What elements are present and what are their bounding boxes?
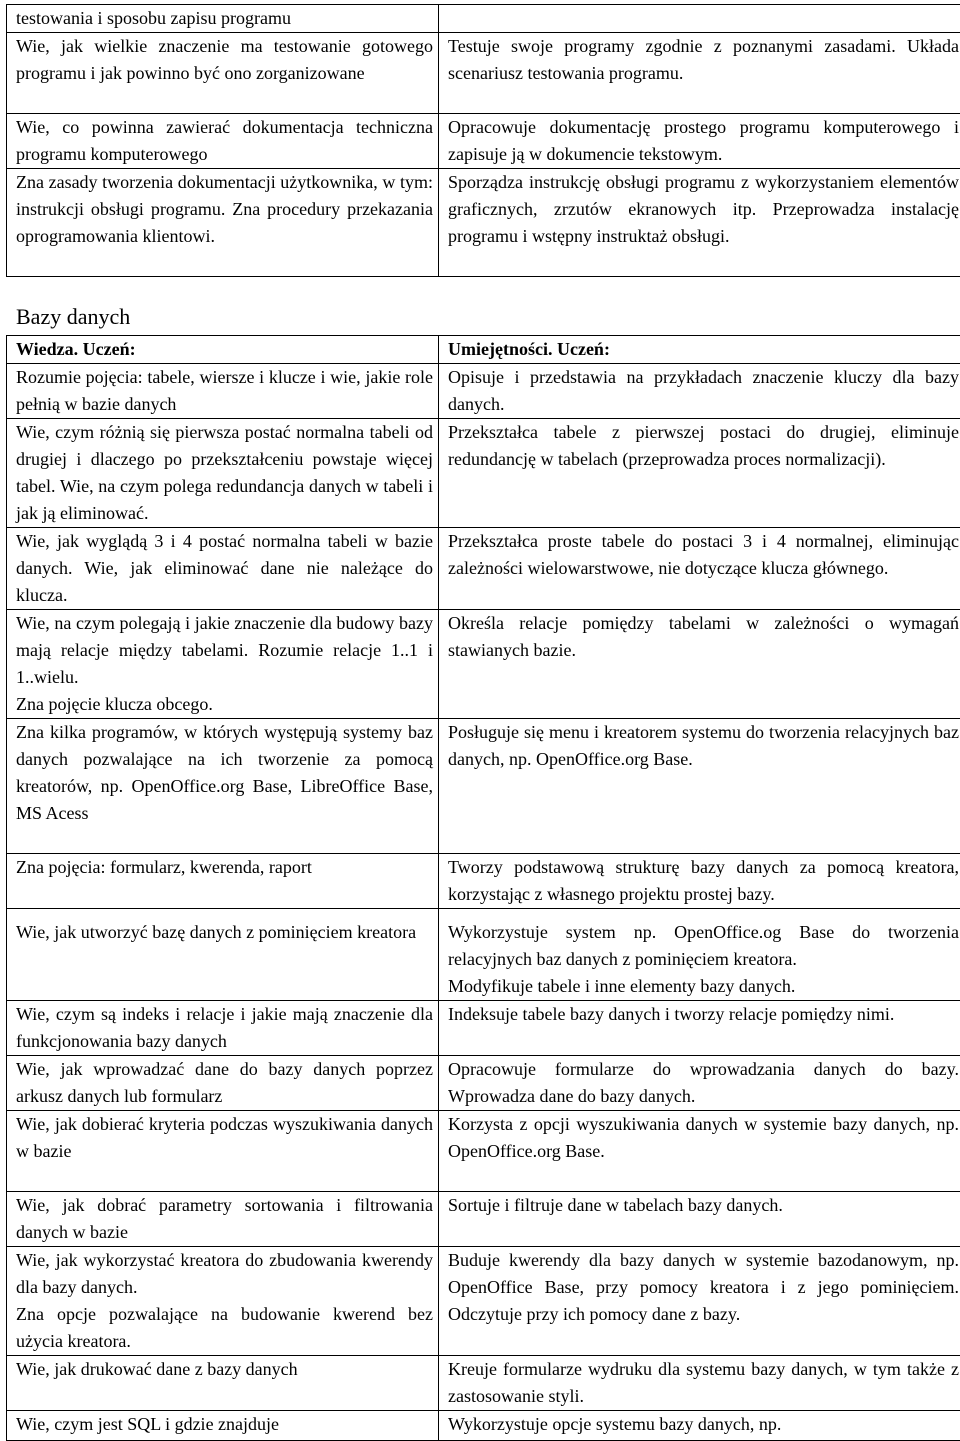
knowledge-cell [7, 419, 439, 528]
table-row [7, 114, 960, 169]
cell-text: Modyfikuje tabele i inne elementy bazy danych. [448, 973, 959, 1000]
table-row [7, 5, 960, 33]
table-row [7, 1247, 960, 1356]
cell-text: Opisuje i przedstawia na przykładach znaczenie kluczy dla bazy danych. [448, 364, 959, 418]
cell-text: Wie, na czym polegają i jakie znaczenie dla budowy bazy mają relacje między tabelami. Rozumie relacje 1..1 i 1..wielu. [16, 610, 433, 691]
skill-cell [439, 610, 960, 719]
skill-cell [439, 33, 960, 114]
table-row [7, 1056, 960, 1111]
cell-text: Wie, jak utworzyć bazę danych z pominięciem kreatora [16, 919, 433, 946]
knowledge-cell [7, 1247, 439, 1356]
cell-text: Opracowuje dokumentację prostego programu komputerowego i zapisuje ją w dokumencie tekstowym. [448, 114, 959, 168]
header-row [7, 336, 960, 364]
cell-text: Buduje kwerendy dla bazy danych w systemie bazodanowym, np. OpenOffice Base, przy pomocy kreatora i z jego pominięciem. Odczytuje przy ich pomocy dane z bazy. [448, 1247, 959, 1328]
knowledge-cell [7, 364, 439, 419]
cell-text: Sporządza instrukcję obsługi programu z wykorzystaniem elementów graficznych, zrzutów ekranowych itp. Przeprowadza instalację programu i wstępny instruktaż obsługi. [448, 169, 959, 250]
cell-text: Sortuje i filtruje dane w tabelach bazy danych. [448, 1192, 959, 1219]
cell-text: Wie, jak wykorzystać kreatora do zbudowania kwerendy dla bazy danych. [16, 1247, 433, 1301]
table-row [7, 419, 960, 528]
skills-table [6, 335, 960, 1441]
header-knowledge: Wiedza. Uczeń: [7, 336, 439, 364]
knowledge-cell [7, 610, 439, 719]
cell-text: Określa relacje pomiędzy tabelami w zależności o wymagań stawianych bazie. [448, 610, 959, 664]
cell-text: Zna kilka programów, w których występują systemy baz danych pozwalające na ich tworzenie za pomocą kreatorów, np. OpenOffice.org Base, LibreOffice Base, MS Acess [16, 719, 433, 827]
skill-cell [439, 1356, 960, 1411]
knowledge-cell [7, 5, 439, 33]
table-row [7, 1192, 960, 1247]
knowledge-cell [7, 33, 439, 114]
cell-text: Zna pojęcie klucza obcego. [16, 691, 433, 718]
cell-text: Posługuje się menu i kreatorem systemu do tworzenia relacyjnych baz danych, np. OpenOffice.org Base. [448, 719, 959, 773]
skill-cell [439, 1247, 960, 1356]
table-row [7, 909, 960, 1001]
knowledge-cell [7, 1411, 439, 1441]
skill-cell [439, 169, 960, 277]
table-row [7, 364, 960, 419]
skill-cell [439, 1056, 960, 1111]
skill-cell [439, 719, 960, 854]
skill-cell [439, 364, 960, 419]
skill-cell [439, 528, 960, 610]
top-table [6, 4, 960, 277]
skill-cell [439, 114, 960, 169]
table-row [7, 854, 960, 909]
cell-text: Zna zasady tworzenia dokumentacji użytkownika, w tym: instrukcji obsługi programu. Zna procedury przekazania oprogramowania klientowi. [16, 169, 433, 250]
knowledge-cell [7, 854, 439, 909]
table-row [7, 610, 960, 719]
knowledge-cell [7, 1056, 439, 1111]
cell-text: Wie, jak drukować dane z bazy danych [16, 1356, 433, 1383]
skill-cell [439, 419, 960, 528]
cell-text: Wie, czym są indeks i relacje i jakie mają znaczenie dla funkcjonowania bazy danych [16, 1001, 433, 1055]
knowledge-cell [7, 719, 439, 854]
knowledge-cell [7, 169, 439, 277]
section-title: Bazy danych [16, 303, 130, 331]
cell-text: Korzysta z opcji wyszukiwania danych w systemie bazy danych, np. OpenOffice.org Base. [448, 1111, 959, 1165]
cell-text: Wie, jak wyglądą 3 i 4 postać normalna tabeli w bazie danych. Wie, jak eliminować dane nie należące do klucza. [16, 528, 433, 609]
table-row [7, 528, 960, 610]
skill-cell [439, 1411, 960, 1441]
cell-text: Przekształca tabele z pierwszej postaci do drugiej, eliminuje redundancję w tabelach (przeprowadza proces normalizacji). [448, 419, 959, 473]
cell-text: Wie, co powinna zawierać dokumentacja techniczna programu komputerowego [16, 114, 433, 168]
cell-text: Wie, jak wprowadzać dane do bazy danych poprzez arkusz danych lub formularz [16, 1056, 433, 1110]
skill-cell [439, 854, 960, 909]
skill-cell [439, 1111, 960, 1192]
skill-cell [439, 1192, 960, 1247]
cell-text: Wie, czym jest SQL i gdzie znajduje [16, 1411, 433, 1438]
cell-text: Zna pojęcia: formularz, kwerenda, raport [16, 854, 433, 881]
table-row [7, 1411, 960, 1441]
skill-cell [439, 909, 960, 1001]
table-row [7, 719, 960, 854]
knowledge-cell [7, 909, 439, 1001]
knowledge-cell [7, 1192, 439, 1247]
table-row [7, 169, 960, 277]
knowledge-cell [7, 114, 439, 169]
skills-table-body [7, 336, 960, 1441]
table-row [7, 1356, 960, 1411]
cell-text: Wie, jak dobrać parametry sortowania i filtrowania danych w bazie [16, 1192, 433, 1246]
cell-text: Kreuje formularze wydruku dla systemu bazy danych, w tym także z zastosowanie styli. [448, 1356, 959, 1410]
cell-text: Wie, czym różnią się pierwsza postać normalna tabeli od drugiej i dlaczego po przekształceniu powstaje więcej tabel. Wie, na czym polega redundancja danych w tabeli i jak ją eliminować. [16, 419, 433, 527]
cell-text: Wie, jak wielkie znaczenie ma testowanie gotowego programu i jak powinno być ono zorganizowane [16, 33, 433, 87]
knowledge-cell [7, 1356, 439, 1411]
skill-cell [439, 5, 960, 33]
cell-text: testowania i sposobu zapisu programu [16, 5, 433, 32]
cell-text: Zna opcje pozwalające na budowanie kwerend bez użycia kreatora. [16, 1301, 433, 1355]
cell-text: Wykorzystuje system np. OpenOffice.og Base do tworzenia relacyjnych baz danych z pominięciem kreatora. [448, 919, 959, 973]
table-row [7, 1111, 960, 1192]
cell-text: Indeksuje tabele bazy danych i tworzy relacje pomiędzy nimi. [448, 1001, 959, 1028]
header-skills: Umiejętności. Uczeń: [439, 336, 960, 364]
knowledge-cell [7, 528, 439, 610]
cell-text: Przekształca proste tabele do postaci 3 i 4 normalnej, eliminując zależności wielowarstwowe, nie dotyczące klucza głównego. [448, 528, 959, 582]
table-row [7, 1001, 960, 1056]
table-row [7, 33, 960, 114]
cell-text: Opracowuje formularze do wprowadzania danych do bazy. Wprowadza dane do bazy danych. [448, 1056, 959, 1110]
cell-text: Wykorzystuje opcje systemu bazy danych, np. [448, 1411, 959, 1438]
skill-cell [439, 1001, 960, 1056]
cell-text: Rozumie pojęcia: tabele, wiersze i klucze i wie, jakie role pełnią w bazie danych [16, 364, 433, 418]
knowledge-cell [7, 1111, 439, 1192]
cell-text: Testuje swoje programy zgodnie z poznanymi zasadami. Układa scenariusz testowania programu. [448, 33, 959, 87]
cell-text: Wie, jak dobierać kryteria podczas wyszukiwania danych w bazie [16, 1111, 433, 1165]
top-table-body [7, 5, 960, 277]
knowledge-cell [7, 1001, 439, 1056]
cell-text: Tworzy podstawową strukturę bazy danych za pomocą kreatora, korzystając z własnego projektu prostej bazy. [448, 854, 959, 908]
